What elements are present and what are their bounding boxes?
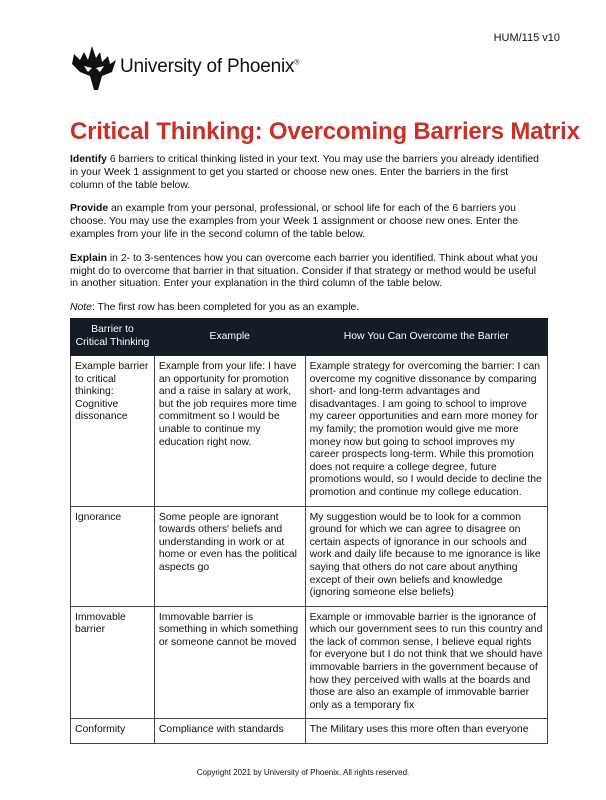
logo-wordmark: University of Phoenix® <box>120 56 300 77</box>
barrier-cell[interactable]: Ignorance <box>71 506 155 606</box>
example-cell[interactable]: Compliance with standards <box>154 719 305 744</box>
example-cell[interactable]: Some people are ignorant towards others' beliefs and understanding in work or at home or even has the political aspects go <box>154 506 305 606</box>
table-row <box>71 606 548 719</box>
example-cell[interactable]: Example from your life: I have an opportunity for promotion and a raise in salary at work, but the job requires more time commitment so I would be unable to continue my education right now. <box>154 356 305 507</box>
copyright-footer: Copyright 2021 by University of Phoenix. All rights reserved. <box>196 768 410 777</box>
example-cell[interactable]: Immovable barrier is something in which something or someone cannot be moved <box>154 606 305 719</box>
table-row <box>71 356 548 507</box>
page-title: Critical Thinking: Overcoming Barriers Matrix <box>70 118 580 145</box>
barrier-cell[interactable]: Immovable barrier <box>71 606 155 719</box>
table-row <box>71 719 548 744</box>
identify-paragraph: Identify 6 barriers to critical thinking listed in your text. You may use the barriers you already identified in your Week 1 assignment to get you started or choose new ones. Enter the barriers in the first column of the table below. <box>70 154 539 191</box>
overcome-cell[interactable]: Example or immovable barrier is the ignorance of which our government sees to run this country and the lack of common sense, I believe equal rights for everyone but I do not think that we should have immovable barriers in the government because of how they perceived with walls at the boards and those are also an example of immovable barrier only as a temporary fix <box>305 606 547 719</box>
provide-paragraph: Provide an example from your personal, professional, or school life for each of the 6 barriers you choose. You may use the examples from your Week 1 assignment or choose new ones. Enter the examples from your life in the second column of the table below. <box>70 203 519 240</box>
barrier-cell[interactable]: Example barrier to critical thinking: Cognitive dissonance <box>71 356 155 507</box>
header-barrier: Barrier to Critical Thinking <box>71 319 155 356</box>
overcome-cell[interactable]: Example strategy for overcoming the barrier: I can overcome my cognitive dissonance by comparing short- and long-term advantages and disadvantages. I am going to school to improve my career opportunities and earn more money for my family; the promotion would give me more money now but going to school improves my career prospects long-term. While this promotion does not require a college degree, future promotions would, so I would decide to decline the promotion and continue my college education. <box>305 356 547 507</box>
phoenix-icon <box>70 42 118 92</box>
table-header-row <box>71 319 548 356</box>
header-overcome: How You Can Overcome the Barrier <box>305 319 547 356</box>
university-logo <box>70 42 299 92</box>
instructions <box>70 154 540 326</box>
header-example: Example <box>154 319 305 356</box>
overcome-cell[interactable]: The Military uses this more often than everyone <box>305 719 547 744</box>
overcome-cell[interactable]: My suggestion would be to look for a common ground for which we can agree to disagree on certain aspects of ignorance in our schools and work and daily life because to me ignorance is like saying that others do not care about anything except of their own beliefs and knowledge (ignoring someone else beliefs) <box>305 506 547 606</box>
note-paragraph: Note: The first row has been completed for you as an example. <box>70 302 360 314</box>
explain-paragraph: Explain in 2- to 3-sentences how you can overcome each barrier you identified. Think about what you might do to overcome that barrier in that situation. Consider if that strategy or method would be useful in another situation. Enter your explanation in the third column of the table below. <box>70 252 538 290</box>
barrier-cell[interactable]: Conformity <box>71 719 155 744</box>
barriers-matrix-table <box>70 318 548 744</box>
document-id: HUM/115 v10 <box>493 32 560 44</box>
table-row <box>71 506 548 606</box>
